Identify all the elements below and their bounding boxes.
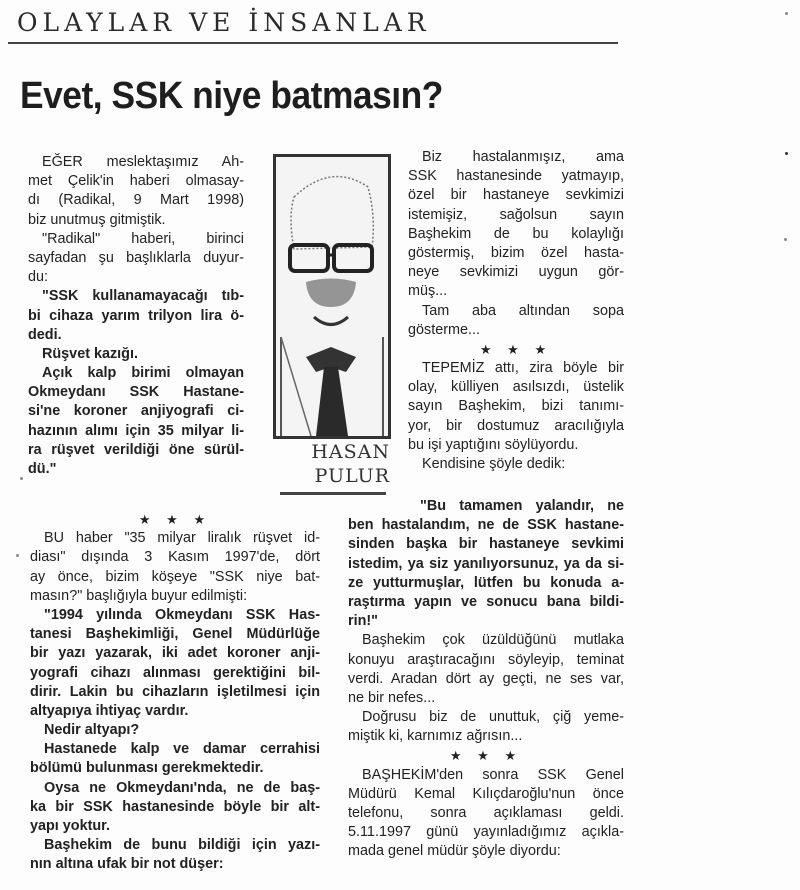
text-line: ne bir nefes... bbox=[348, 689, 436, 706]
text-line: EĞER meslektaşımız Ah- bbox=[42, 154, 244, 170]
author-byline bbox=[298, 440, 390, 488]
text-line: yapı yoktur. bbox=[30, 818, 110, 834]
column-2-top bbox=[408, 148, 624, 474]
text-line: Hastanede kalp ve damar cerrahisi bbox=[44, 741, 320, 758]
text-line: nın altına ufak bir not düşer: bbox=[30, 856, 224, 873]
portrait-caricature-icon bbox=[276, 157, 388, 436]
text-line: "1994 yılında Okmeydanı SSK Has- bbox=[44, 606, 320, 623]
text-line: Kendisine şöyle dedik: bbox=[422, 456, 566, 472]
text-line: telefonu, sonra açıklaması geldi. bbox=[348, 805, 624, 821]
text-line: istemişiz, sağolsun sayın bbox=[408, 206, 624, 223]
text-line: bi cihaza yarım trilyon lira ö- bbox=[28, 307, 244, 324]
text-line: "SSK kullanamayacağı tıb- bbox=[42, 288, 244, 305]
text-line: Başhekim çok üzüldüğünü mutlaka bbox=[362, 632, 624, 649]
byline-rule bbox=[280, 492, 386, 495]
text-line: du: bbox=[28, 269, 49, 286]
text-line: gösterme... bbox=[408, 321, 480, 338]
text-line: 5.11.1997 günü yayınladığımız açıkla- bbox=[348, 824, 624, 841]
text-line: Biz hastalanmışız, ama bbox=[422, 149, 624, 165]
scan-speck bbox=[785, 152, 788, 155]
text-line: raştırma yapın ve sonucu bana bildi- bbox=[348, 593, 624, 610]
column-2-bottom bbox=[348, 497, 624, 862]
text-line: Oysa ne Okmeydanı'nda, ne de baş- bbox=[44, 779, 320, 796]
text-line: göstermiş, bizim özel hasta- bbox=[408, 244, 624, 261]
text-line: si'ne koroner anjiyografi ci- bbox=[28, 403, 244, 420]
text-line: ben hastalandım, ne de SSK hastane- bbox=[348, 517, 624, 534]
text-line: Okmeydanı SSK Hastane- bbox=[28, 384, 244, 401]
text-line: Doğrusu biz de unuttuk, çiğ yeme- bbox=[362, 709, 624, 726]
text-line: bir yazı yazarak, iki adet koroner anji- bbox=[30, 645, 320, 662]
text-line: SSK hastanesinde yatmayıp, bbox=[408, 168, 624, 185]
text-line: dedi. bbox=[28, 326, 62, 343]
text-line: dı (Radikal, 9 Mart 1998) bbox=[28, 192, 244, 209]
text-line: diası" dışında 3 Kasım 1997'de, dört bbox=[30, 549, 320, 566]
author-portrait bbox=[273, 154, 391, 439]
text-line: verdi. Aradan dört ay geçti, ne ses var, bbox=[348, 670, 624, 687]
text-line: sayfadan şu başlıklarla duyur- bbox=[28, 249, 244, 266]
text-line: Açık kalp birimi olmayan bbox=[42, 365, 244, 382]
text-line: met Çelik'in haberi olmasay- bbox=[28, 173, 244, 190]
text-line: Nedir altyapı? bbox=[44, 722, 140, 739]
scan-speck bbox=[785, 12, 788, 15]
text-line: biz unutmuş gitmiştik. bbox=[28, 211, 166, 228]
text-line: hazının alımı için 35 milyar li- bbox=[28, 422, 244, 439]
text-line: BAŞHEKİM'den sonra SSK Genel bbox=[362, 766, 624, 783]
text-line: ze yutturmuşlar, lütfen bu konuda a- bbox=[348, 574, 624, 591]
text-line: bölümü bulunması gerekmektedir. bbox=[30, 760, 264, 777]
scan-speck bbox=[784, 238, 787, 241]
column-1-bottom bbox=[30, 510, 320, 875]
text-line: yografi cihazı alınması gerektiğini bil- bbox=[30, 664, 320, 681]
author-last-name: PULUR bbox=[314, 465, 390, 487]
text-line: mada genel müdür şöyle diyordu: bbox=[348, 843, 561, 860]
text-line: yor, bir dostumuz aracılığıyla bbox=[408, 417, 624, 434]
column-1-top bbox=[28, 153, 244, 479]
scan-speck bbox=[16, 554, 19, 557]
text-line: Müdürü Kemal Kılıçdaroğlu'nun önce bbox=[348, 785, 624, 802]
text-line: tanesi Başhekimliği, Genel Müdürlüğe bbox=[30, 626, 320, 643]
section-title: OLAYLAR VE İNSANLAR bbox=[17, 8, 431, 37]
text-line: olay, külliyen asılsızdı, üstelik bbox=[408, 379, 624, 396]
text-line: bu işi yaptığını söylüyordu. bbox=[408, 436, 579, 453]
text-line: sinden başka bir hastaneye sevkimi bbox=[348, 536, 624, 553]
text-line: Başhekim de bu kolaylığı bbox=[408, 225, 624, 242]
text-line: özel bir hastaneye sevkimizi bbox=[408, 187, 624, 204]
text-line: altyapıya ihtiyaç vardır. bbox=[30, 702, 189, 719]
author-first-name: HASAN bbox=[311, 441, 390, 463]
section-rule bbox=[8, 42, 618, 44]
text-line: sayın Başhekim, bizi tanımı- bbox=[408, 398, 624, 415]
text-line: TEPEMİZ attı, zira böyle bir bbox=[422, 360, 624, 377]
section-separator: ★ ★ ★ bbox=[449, 748, 523, 764]
text-line: ra rüşvet verildiği öne sürül- bbox=[28, 441, 244, 458]
text-line: dü." bbox=[28, 461, 57, 477]
text-line: rin!" bbox=[348, 613, 379, 630]
text-line: Tam aba altından sopa bbox=[422, 302, 624, 319]
text-line: dirir. Lakin bu cihazların işletilmesi için bbox=[30, 683, 320, 700]
text-line: ay önce, bizim köşeye "SSK niye bat- bbox=[30, 568, 320, 585]
headline: Evet, SSK niye batmasın? bbox=[20, 75, 443, 117]
section-separator: ★ ★ ★ bbox=[479, 341, 553, 357]
text-line: Rüşvet kazığı. bbox=[42, 345, 138, 362]
text-line: istedim, ya siz yanılıyorsunuz, ya da si- bbox=[348, 555, 624, 572]
scan-speck bbox=[20, 477, 23, 480]
text-line: Başhekim de bunu bildiği için yazı- bbox=[44, 837, 320, 854]
text-line: "Bu tamamen yalandır, ne bbox=[420, 498, 624, 514]
section-separator: ★ ★ ★ bbox=[138, 512, 212, 527]
text-line: masın?" başlığıyla buyur edilmişti: bbox=[30, 587, 248, 604]
text-line: neye sevkimizi uygun gör- bbox=[408, 264, 624, 281]
text-line: ka bir SSK hastanesinde böyle bir alt- bbox=[30, 798, 320, 815]
text-line: miştik ki, karnımız ağrısın... bbox=[348, 728, 523, 745]
text-line: BU haber "35 milyar liralık rüşvet id- bbox=[44, 530, 320, 547]
text-line: müş... bbox=[408, 283, 448, 300]
text-line: konuyu araştıracağını söyleyip, teminat bbox=[348, 651, 624, 668]
text-line: "Radikal" haberi, birinci bbox=[42, 230, 244, 247]
